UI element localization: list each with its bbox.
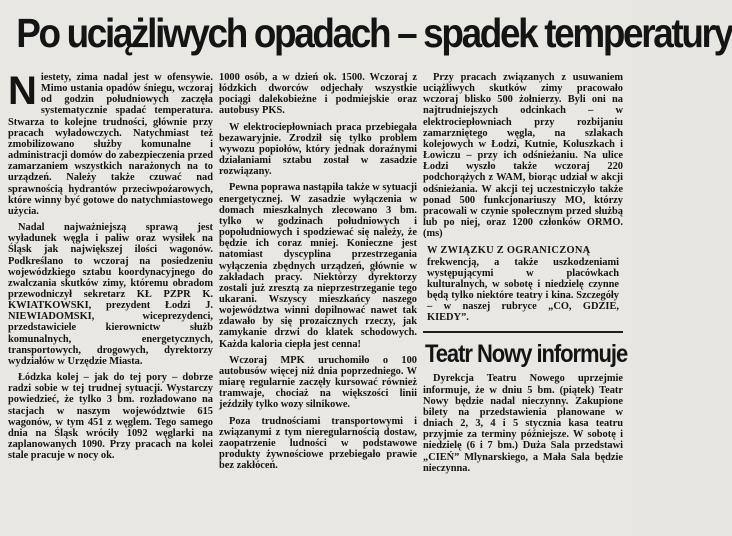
notice-box: [423, 245, 623, 323]
paragraph: Nadal najważniejszą sprawą jest wyładunek węgla i paliw oraz wysiłek na Śląsk jak największej ilości wagonów. Podkreślano to wczoraj na posiedzeniu wojewódzkiego sztabu koordynacyjnego do zwalczania skutków zimy, któremu obradom przewodniczył sekretarz KŁ PZPR K. KWIATKOWSKI, prezydent Łodzi J. NIEWIADOMSKI, wiceprezydenci, przedstawiciele kierownictw służb komunalnych, energetycznych, transportowych, drogowych, dyrektorzy wydziałów w Urzędzie Miasta.: [8, 222, 213, 367]
paragraph: Pewna poprawa nastąpiła także w sytuacji energetycznej. W zasadzie wyłączenia w domach mieszkalnych zlecowano 3 bm. tylko w godzinach południowych i popołudniowych i spodziewać się należy, że będzie ich coraz mniej. Konieczne jest natomiast dyscyplina przestrzegania wyłączenia zbędnych urządzeń, głównie w zakładach pracy. Niektórzy dyrektorzy zostali już zresztą za nieprzestrzeganie tego ukarani. Wszyscy mieszkańcy naszego województwa winni dopilnować nawet tak zdawało by się prozaicznych rzeczy, jak zamykanie drzwi do klatek schodowych. Każda kaloria ciepła jest cenna!: [219, 182, 417, 350]
article-column-3: [423, 72, 628, 479]
paragraph: Dyrekcja Teatru Nowego uprzejmie informuje, że w dniu 5 bm. (piątek) Teatr Nowy będzie nadal nieczynny. Zakupione bilety na przedstawienia planowane w dniach 2, 3, 4 i 5 stycznia kasa teatru przyjmie za terminy późniejsze. W sobotę i niedzielę (6 i 7 bm.) Duża Sala przedstawi „CIEŃ” Mlynarskiego, a Mała Sala będzie nieczynna.: [423, 373, 623, 474]
paragraph: Wczoraj MPK uruchomiło o 100 autobusów więcej niż dnia poprzedniego. W miarę regularnie zaczęły kursować również tramwaje, chociaż na większości linii jeździły tylko wozy silnikowe.: [219, 354, 417, 411]
article-column-2: [219, 72, 417, 476]
paragraph: [8, 69, 213, 217]
notice-lead: W ZWIĄZKU Z OGRANICZONĄ: [427, 245, 591, 257]
paragraph-text: Przy pracach związanych z usuwaniem uciążliwych skutków zimy pracowało wczoraj blisko 500 żołnierzy. Byli oni na najtrudniejszych odcinkach – w elektrociepłowniach przy rozbijaniu zamarzniętego węgla, na szlakach kolejowych w Łodzi, Kutnie, Koluszkach i Łowiczu – przy ich odśnieżaniu. Na ulice Łodzi wyszło także wczoraj 220 podchorążych z WAM, biorąc udział w akcji odśnieżania. W akcji tej uczestniczyło także ponad 500 funkcjonariuszy MO, którzy pracowali w czynie społecznym przed służbą lub po niej, oraz 1200 członków ORMO.: [423, 72, 623, 229]
author-signature: (ms): [423, 228, 443, 240]
paragraph: W elektrociepłowniach praca przebiegała bezawaryjnie. Zrodził się tylko problem wywozu popiołów, który jednak doraźnymi działaniami sztabu został w zasadzie rozwiązany.: [219, 121, 417, 178]
paragraph: 1000 osób, a w dzień ok. 1500. Wczoraj z łódzkich dworców odjechały wszystkie pociągi dalekobieżne i podmiejskie oraz autobusy PKS.: [219, 72, 417, 117]
paragraph: [423, 72, 623, 239]
drop-cap: N: [8, 69, 37, 113]
article-headline: Po uciążliwych opadach – spadek temperatury: [16, 10, 732, 56]
paragraph-text: iestety, zima nadal jest w ofensywie. Mimo ustania opadów śniegu, wczoraj od godzin południowych zaczęła systematycznie spadać temperatura. Stwarza to kolejne trudności, głównie przy pracach wyładowczych. Natychmiast też zmobilizowano służby komunalne i administracji domów do zabezpieczenia przed zamarzaniem wszystkich narażonych na to urządzeń. Należy także czuwać nad sprawnością hydrantów przeciwpożarowych, które winny być gotowe do natychmiastowego użycia.: [8, 72, 213, 217]
paragraph: Poza trudnościami transportowymi i związanymi z tym nieregularnością dostaw, zaopatrzenie ludności w podstawowe produkty żywnościowe przebiegało prawie bez zakłóceń.: [219, 415, 417, 472]
notice-body: frekwencją, a także uszkodzeniami występującymi w placówkach kulturalnych, w sobotę i niedzielę czynne będą tylko niektóre teatry i kina. Szczegóły – w naszej rubryce „CO, GDZIE, KIEDY”.: [427, 256, 619, 324]
article-column-1: [8, 69, 213, 466]
section-headline: Teatr Nowy informuje: [425, 340, 628, 369]
paragraph: Łódzka kolej – jak do tej pory – dobrze radzi sobie w tej trudnej sytuacji. Wystarczy powiedzieć, że tylko 3 bm. rozładowano na stacjach w naszym województwie 615 wagonów, w tym 451 z węglem. Tego samego dnia na Śląsk wróciły 1092 węglarki na zaplanowanych 1090. Przy pracach na kolei stale pracuje w nocy ok.: [8, 372, 213, 462]
section-divider: [423, 331, 623, 333]
